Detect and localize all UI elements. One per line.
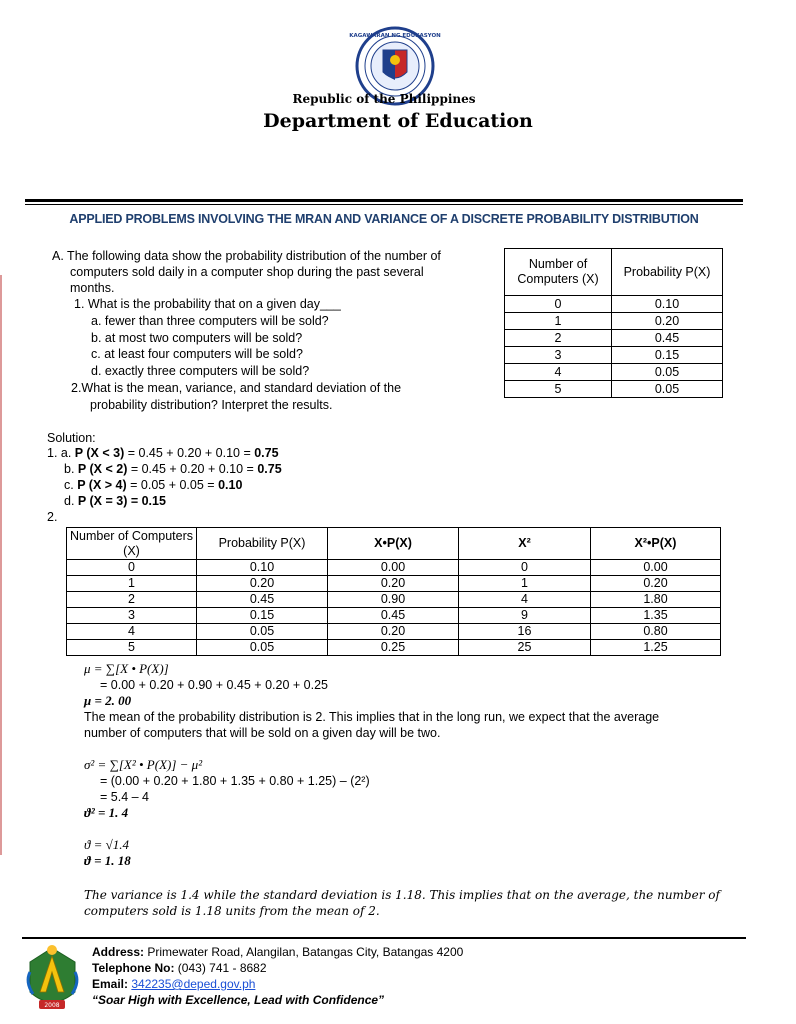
- email-link[interactable]: 342235@deped.gov.ph: [131, 977, 256, 991]
- answer: 0.75: [257, 462, 282, 476]
- cell: 0.05: [612, 381, 723, 398]
- mean-result: μ = 2. 00: [84, 693, 132, 708]
- cell: 0.20: [197, 576, 328, 592]
- variance-interpretation-line2: computers sold is 1.18 units from the mean of 2.: [84, 904, 380, 918]
- cell: 9: [459, 608, 591, 624]
- table2-header-xp: X•P(X): [328, 528, 459, 560]
- table-row: [67, 560, 721, 576]
- variance-result: ϑ² = 1. 4: [84, 805, 129, 820]
- cell: 0.10: [612, 296, 723, 313]
- page-title: APPLIED PROBLEMS INVOLVING THE MRAN AND VARIANCE OF A DISCRETE PROBABILITY DISTRIBUTION: [69, 212, 699, 226]
- table-row: [505, 330, 723, 347]
- variance-calculation-2: = 5.4 – 4: [100, 790, 149, 804]
- cell: 1: [505, 313, 612, 330]
- cell: 5: [67, 640, 197, 656]
- question-2-line2: probability distribution? Interpret the results.: [90, 398, 333, 412]
- solution-1c: [64, 477, 242, 493]
- text: = 0.45 + 0.20 + 0.10 =: [127, 462, 258, 476]
- school-logo: [25, 942, 80, 1014]
- cell: 5: [505, 381, 612, 398]
- cell: 3: [505, 347, 612, 364]
- header-rule-thin: [25, 204, 743, 205]
- sd-formula: ϑ = √1.4: [84, 837, 130, 852]
- table-row: [67, 576, 721, 592]
- text: P (X < 2): [77, 462, 128, 476]
- text: c.: [64, 478, 78, 492]
- cell: 1: [459, 576, 591, 592]
- variance-calculation: = (0.00 + 0.20 + 1.80 + 1.35 + 0.80 + 1.25) – (2²): [100, 774, 370, 788]
- cell: 0.20: [328, 624, 459, 640]
- logo-year: 2008: [44, 1002, 60, 1009]
- cell: 1.25: [591, 640, 721, 656]
- cell: 0.45: [612, 330, 723, 347]
- footer-rule: [22, 937, 746, 939]
- header-rule: [25, 199, 743, 202]
- footer-address: [92, 944, 463, 960]
- table2-header-p: Probability P(X): [197, 528, 328, 560]
- cell: 3: [67, 608, 197, 624]
- cell: 0: [67, 560, 197, 576]
- cell: 0: [459, 560, 591, 576]
- cell: 1.35: [591, 608, 721, 624]
- mean-formula: μ = ∑[X • P(X)]: [84, 661, 169, 676]
- cell: 16: [459, 624, 591, 640]
- cell: 1.80: [591, 592, 721, 608]
- table2-header-x2p: X²•P(X): [591, 528, 721, 560]
- email-label: Email:: [92, 977, 129, 991]
- answer: 0.75: [254, 446, 279, 460]
- mean-interpretation-line2: number of computers that will be sold on a given day will be two.: [84, 726, 441, 740]
- sd-result: ϑ = 1. 18: [84, 853, 131, 868]
- text: P (X > 4): [77, 478, 127, 492]
- cell: 0.45: [197, 592, 328, 608]
- question-1d: d. exactly three computers will be sold?: [91, 364, 310, 378]
- cell: 4: [67, 624, 197, 640]
- solution-1d: [64, 493, 166, 509]
- address-label: Address:: [92, 945, 145, 959]
- table-row: [67, 624, 721, 640]
- solution-2-label: 2.: [47, 510, 58, 524]
- table1-header-x: Number of Computers (X): [505, 249, 612, 296]
- cell: 2: [67, 592, 197, 608]
- republic-line: Republic of the Philippines: [292, 92, 476, 106]
- footer-email: [92, 976, 255, 992]
- variance-interpretation-line1: The variance is 1.4 while the standard deviation is 1.18. This implies that on the average, the number of: [84, 888, 720, 902]
- cell: 1: [67, 576, 197, 592]
- table1-header-p: Probability P(X): [612, 249, 723, 296]
- table-row: [505, 313, 723, 330]
- department-title: Department of Education: [263, 110, 533, 132]
- table-row: [505, 364, 723, 381]
- table-row: [505, 381, 723, 398]
- question-2-line1: 2.What is the mean, variance, and standard deviation of the: [71, 381, 402, 395]
- seal-lettering: KAGAWARAN NG EDUKASYON: [349, 33, 441, 39]
- footer-phone: [92, 960, 267, 976]
- cell: 0.15: [197, 608, 328, 624]
- question-1a: a. fewer than three computers will be sold?: [91, 314, 329, 328]
- table-row: [505, 347, 723, 364]
- text: b.: [64, 462, 78, 476]
- cell: 0.20: [612, 313, 723, 330]
- cell: 0.00: [591, 560, 721, 576]
- solution-label: Solution:: [47, 431, 96, 445]
- question-1b: b. at most two computers will be sold?: [91, 331, 303, 345]
- question-1: 1. What is the probability that on a given day___: [74, 297, 341, 311]
- text: 1. a.: [47, 446, 75, 460]
- mean-calculation: = 0.00 + 0.20 + 0.90 + 0.45 + 0.20 + 0.25: [100, 678, 328, 692]
- cell: 0.10: [197, 560, 328, 576]
- table-row: [67, 608, 721, 624]
- cell: 0.05: [612, 364, 723, 381]
- text: d.: [64, 494, 78, 508]
- computation-table: [66, 527, 721, 656]
- answer: 0.10: [218, 478, 243, 492]
- table-row: [505, 296, 723, 313]
- problem-intro-line1: A. The following data show the probability distribution of the number of: [52, 249, 441, 263]
- text: = 0.05 + 0.05 =: [126, 478, 219, 492]
- text: P (X < 3): [74, 446, 125, 460]
- margin-marker: [0, 275, 2, 855]
- phone-value: (043) 741 - 8682: [177, 961, 267, 975]
- cell: 0.80: [591, 624, 721, 640]
- question-1c: c. at least four computers will be sold?: [91, 347, 303, 361]
- table-row: [67, 640, 721, 656]
- cell: 0.05: [197, 640, 328, 656]
- cell: 2: [505, 330, 612, 347]
- mean-interpretation-line1: The mean of the probability distribution is 2. This implies that in the long run, we expect that the average: [84, 710, 660, 724]
- cell: 0: [505, 296, 612, 313]
- distribution-table: [504, 248, 723, 398]
- cell: 0.15: [612, 347, 723, 364]
- cell: 0.25: [328, 640, 459, 656]
- variance-formula: σ² = ∑[X² • P(X)] − μ²: [84, 757, 203, 772]
- cell: 0.05: [197, 624, 328, 640]
- solution-1b: [64, 461, 282, 477]
- address-value: Primewater Road, Alangilan, Batangas City, Batangas 4200: [147, 945, 464, 959]
- footer-motto: “Soar High with Excellence, Lead with Confidence”: [92, 993, 385, 1007]
- cell: 25: [459, 640, 591, 656]
- table-row: [67, 592, 721, 608]
- solution-1a: [47, 445, 279, 461]
- cell: 0.20: [328, 576, 459, 592]
- answer: P (X = 3) = 0.15: [77, 494, 166, 508]
- text: = 0.45 + 0.20 + 0.10 =: [124, 446, 255, 460]
- cell: 0.90: [328, 592, 459, 608]
- cell: 0.20: [591, 576, 721, 592]
- problem-intro-line3: months.: [70, 281, 115, 295]
- problem-intro-line2: computers sold daily in a computer shop during the past several: [70, 265, 424, 279]
- table2-header-x2: X²: [459, 528, 591, 560]
- table2-header-x: Number of Computers (X): [67, 528, 197, 560]
- cell: 4: [505, 364, 612, 381]
- phone-label: Telephone No:: [92, 961, 175, 975]
- cell: 0.00: [328, 560, 459, 576]
- cell: 0.45: [328, 608, 459, 624]
- cell: 4: [459, 592, 591, 608]
